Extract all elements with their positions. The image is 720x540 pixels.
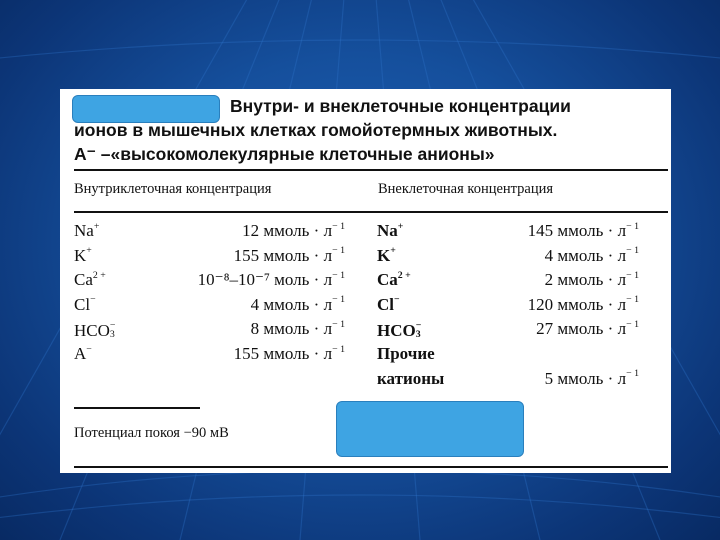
divider-short (74, 407, 200, 409)
inside-value: 4 ммоль · л− 1 (250, 294, 345, 314)
header-inside: Внутриклеточная концентрация (74, 181, 272, 197)
outside-value: 145 ммоль · л− 1 (527, 220, 639, 240)
table-card (60, 89, 671, 473)
title-line-3: А⁻ –«высокомолекулярные клеточные анионы» (74, 144, 495, 164)
title-line-2: ионов в мышечных клетках гомойотермных животных. (74, 120, 558, 140)
divider-bottom (74, 466, 668, 468)
divider-header (74, 211, 668, 213)
inside-value: 8 ммоль · л− 1 (250, 319, 345, 339)
inside-value: 12 ммоль · л− 1 (242, 220, 345, 240)
inside-value: 155 ммоль · л− 1 (233, 245, 345, 265)
resting-potential: Потенциал покоя −90 мВ (74, 425, 229, 441)
outside-value: 27 ммоль · л− 1 (536, 319, 639, 339)
outside-ion: Cl− (377, 294, 400, 314)
divider-top (74, 169, 668, 171)
outside-ion: Ca2 + (377, 269, 411, 290)
inside-ion: Na+ (74, 220, 100, 240)
inside-ion: K+ (74, 245, 92, 265)
header-outside: Внеклеточная концентрация (378, 181, 554, 197)
outside-value: 120 ммоль · л− 1 (527, 294, 639, 314)
highlight-box-bottom (336, 401, 524, 457)
outside-ion: Прочие (377, 344, 435, 363)
outside-ion: Na+ (377, 220, 404, 240)
inside-ion: A− (74, 343, 92, 363)
inside-ion: Ca2 + (74, 269, 106, 290)
outside-ion: катионы (377, 368, 445, 388)
inside-value: 155 ммоль · л− 1 (233, 343, 345, 363)
inside-ion: Cl− (74, 294, 96, 314)
outside-value: 5 ммоль · л− 1 (544, 368, 639, 388)
outside-ion: K+ (377, 245, 396, 265)
outside-value: 4 ммоль · л− 1 (544, 245, 639, 265)
inside-ion: HCO − 3 (74, 319, 116, 341)
title-line-1: Внутри- и внеклеточные концентрации (230, 96, 571, 116)
inside-value: 10⁻⁸–10⁻⁷ моль · л− 1 (197, 269, 345, 290)
outside-value: 2 ммоль · л− 1 (544, 269, 639, 290)
outside-ion: HCO − 3 (377, 319, 422, 341)
